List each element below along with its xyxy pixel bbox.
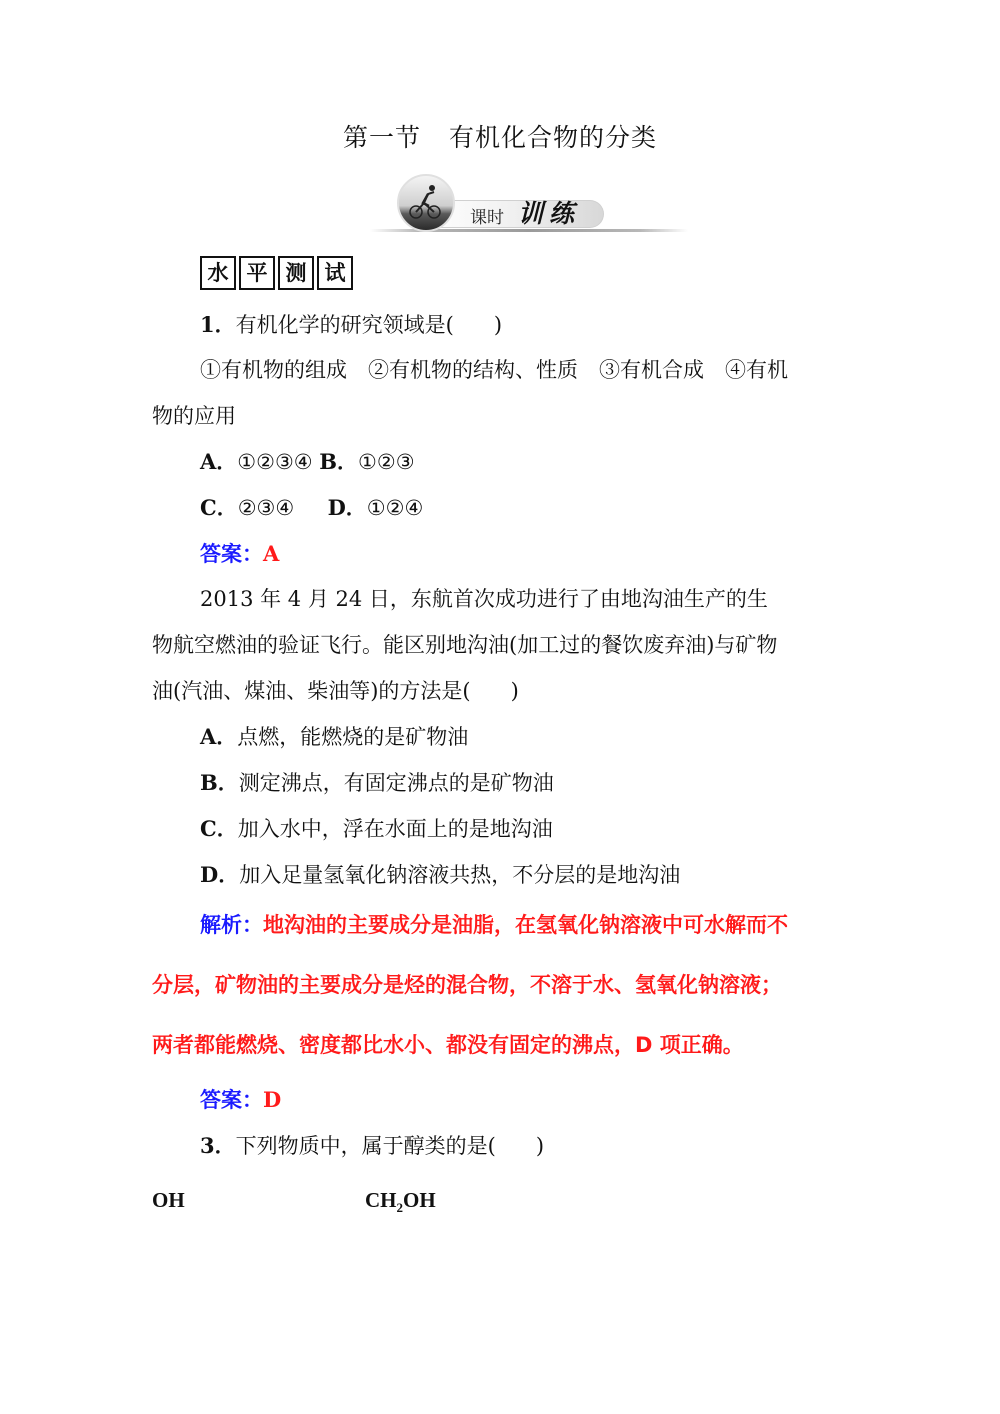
banner-label-large: 训练 [518, 199, 581, 228]
section-tag-char: 水 [200, 256, 236, 290]
section-tag-char: 平 [239, 256, 275, 290]
answer-label: 答案： [200, 542, 263, 566]
answer-label: 答案： [200, 1088, 263, 1112]
question-2-answer [200, 1085, 281, 1115]
formula-benzyl-alcohol: $CH_2OH$ [365, 1188, 436, 1216]
question-2-option-b: B．测定沸点，有固定沸点的是矿物油 [200, 770, 554, 795]
question-2-option-c: C．加入水中，浮在水面上的是地沟油 [200, 816, 553, 841]
question-2-analysis-line1: 解析：地沟油的主要成分是油脂，在氢氧化钠溶液中可水解而不 [200, 913, 788, 937]
section-tag-char: 测 [278, 256, 314, 290]
question-3-stem: 3．下列物质中，属于醇类的是( ) [200, 1133, 545, 1158]
section-number: 第一节 [342, 123, 421, 152]
formula-phenol-oh: OH [152, 1188, 185, 1212]
question-2-stem-line3: 油(汽油、煤油、柴油等)的方法是( ) [152, 679, 519, 703]
section-tag-char: 试 [317, 256, 353, 290]
question-2-stem-line1: 2013 年 4 月 24 日，东航首次成功进行了由地沟油生产的生 [200, 587, 768, 611]
option-c: ②③④ [237, 496, 295, 520]
question-1-stem: 1．有机化学的研究领域是( ) [200, 312, 503, 337]
option-b: ①②③ [358, 450, 415, 474]
answer-value: A [263, 541, 280, 566]
question-2-option-a: A．点燃，能燃烧的是矿物油 [200, 724, 469, 749]
lesson-banner [370, 172, 688, 234]
question-1-options-row1: A．①②③④ B．①②③ [200, 449, 415, 474]
question-2-analysis-line2: 分层，矿物油的主要成分是烃的混合物，不溶于水、氢氧化钠溶液； [152, 973, 782, 997]
page-title [0, 118, 1000, 154]
section-tag [200, 256, 353, 290]
question-number: 1． [200, 312, 236, 337]
option-d: ①②④ [366, 496, 424, 520]
analysis-label: 解析： [200, 913, 263, 937]
question-2-stem-line2: 物航空燃油的验证飞行。能区别地沟油(加工过的餐饮废弃油)与矿物 [152, 633, 778, 657]
option-a: ①②③④ [237, 450, 313, 474]
cyclist-icon [397, 174, 455, 232]
question-number: 3． [200, 1133, 236, 1158]
question-1-answer [200, 539, 279, 569]
section-title: 有机化合物的分类 [449, 123, 658, 152]
question-1-items: ①有机物的组成 ②有机物的结构、性质 ③有机合成 ④有机 [200, 358, 788, 382]
answer-value: D [263, 1087, 282, 1112]
question-1-items-cont: 物的应用 [152, 404, 236, 428]
question-2-analysis-line3: 两者都能燃烧、密度都比水小、都没有固定的沸点，D 项正确。 [152, 1033, 744, 1057]
question-2-option-d: D．加入足量氢氧化钠溶液共热，不分层的是地沟油 [200, 862, 681, 887]
banner-label-small: 课时 [470, 208, 504, 228]
question-1-options-row2: C．②③④ D．①②④ [200, 495, 424, 520]
